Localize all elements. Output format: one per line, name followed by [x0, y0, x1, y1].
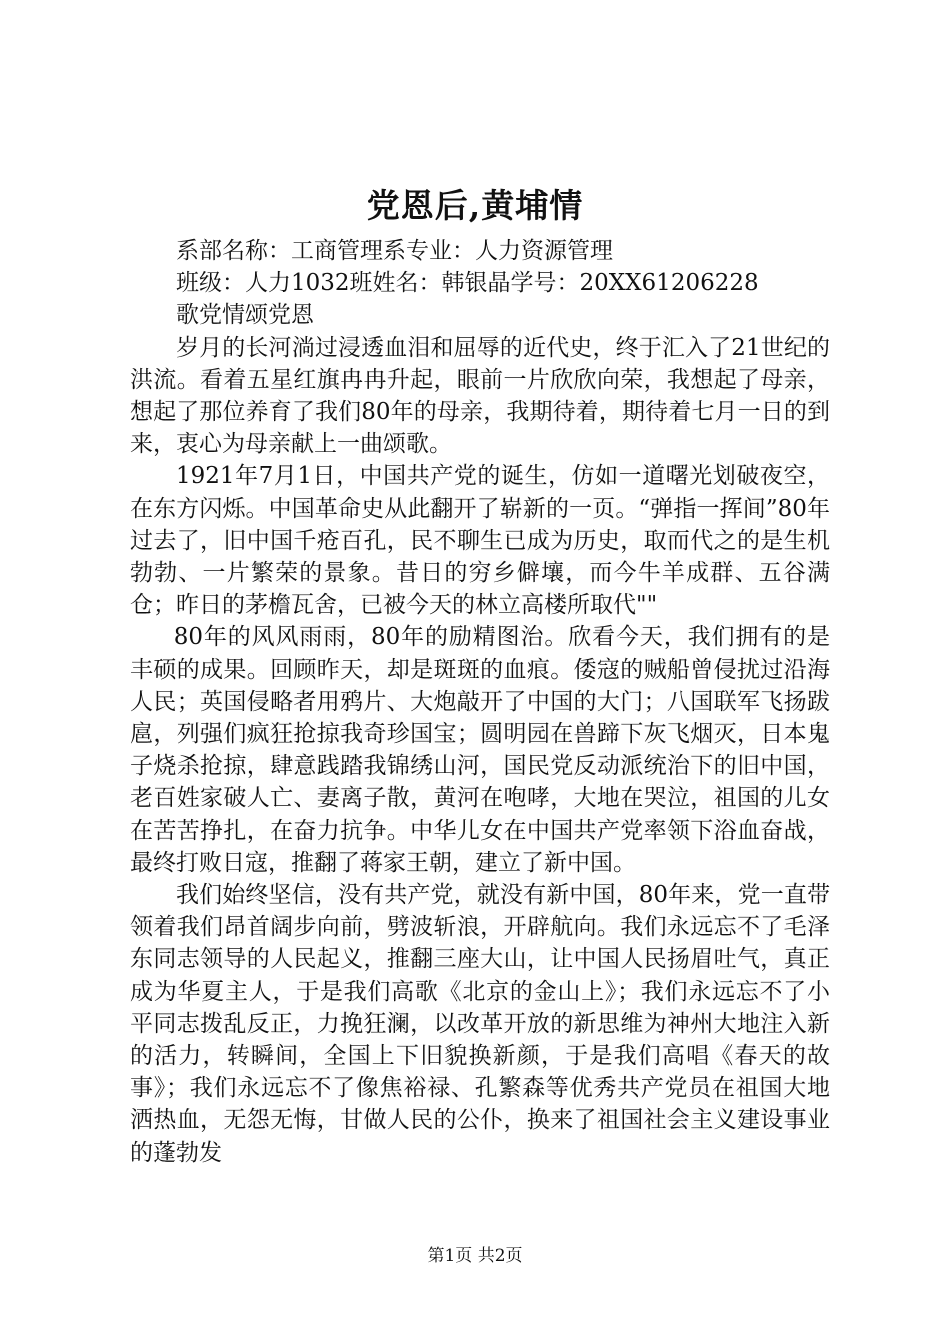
page-number-footer: 第1页 共2页	[427, 1246, 523, 1266]
document-title: 党恩后,黄埔情	[366, 186, 584, 225]
document-body	[130, 235, 830, 1169]
body-paragraph: 我们始终坚信，没有共产党，就没有新中国，80年来，党一直带领着我们昂首阔步向前，劈波斩浪，开辟航向。我们永远忘不了毛泽东同志领导的人民起义，推翻三座大山，让中国人民扬眉吐气，真正成为华夏主人，于是我们高歌《北京的金山上》；我们永远忘不了小平同志拨乱反正，力挽狂澜，以改革开放的新思维为神州大地注入新的活力，转瞬间，全国上下旧貌换新颜，于是我们高唱《春天的故事》；我们永远忘不了像焦裕禄、孔繁森等优秀共产党员在祖国大地洒热血，无怨无悔，甘做人民的公仆，换来了祖国社会主义建设事业的蓬勃发	[130, 882, 830, 1166]
body-paragraph: 1921年7月1日，中国共产党的诞生，仿如一道曙光划破夜空，在东方闪烁。中国革命史从此翻开了崭新的一页。“弹指一挥间”80年过去了，旧中国千疮百孔，民不聊生已成为历史，取而代之的是生机勃勃、一片繁荣的景象。昔日的穷乡僻壤，而今牛羊成群、五谷满仓；昨日的茅檐瓦舍，已被今天的林立高楼所取代""	[130, 463, 830, 619]
body-paragraph: 岁月的长河淌过浸透血泪和屈辱的近代史，终于汇入了21世纪的洪流。看着五星红旗冉冉升起，眼前一片欣欣向荣，我想起了母亲，想起了那位养育了我们80年的母亲，我期待着，期待着七月一日的到来，衷心为母亲献上一曲颂歌。	[130, 334, 830, 458]
section-subtitle: 歌党情颂党恩	[176, 302, 314, 329]
class-name-id-line: 班级：人力1032班姓名：韩银晶学号：20XX61206228	[176, 270, 759, 297]
body-paragraph: 80年的风风雨雨，80年的励精图治。欣看今天，我们拥有的是丰硕的成果。回顾昨天，却是斑斑的血痕。倭寇的贼船曾侵扰过沿海人民；英国侵略者用鸦片、大炮敲开了中国的大门；八国联军飞扬跋扈，列强们疯狂抢掠我奇珍国宝；圆明园在兽蹄下灰飞烟灭，日本鬼子烧杀抢掠，肆意践踏我锦绣山河，国民党反动派统治下的旧中国，老百姓家破人亡、妻离子散，黄河在咆哮，大地在哭泣，祖国的儿女在苦苦挣扎，在奋力抗争。中华儿女在中国共产党率领下浴血奋战，最终打败日寇，推翻了蒋家王朝，建立了新中国。	[130, 624, 830, 876]
department-major-line: 系部名称：工商管理系专业：人力资源管理	[176, 238, 613, 264]
